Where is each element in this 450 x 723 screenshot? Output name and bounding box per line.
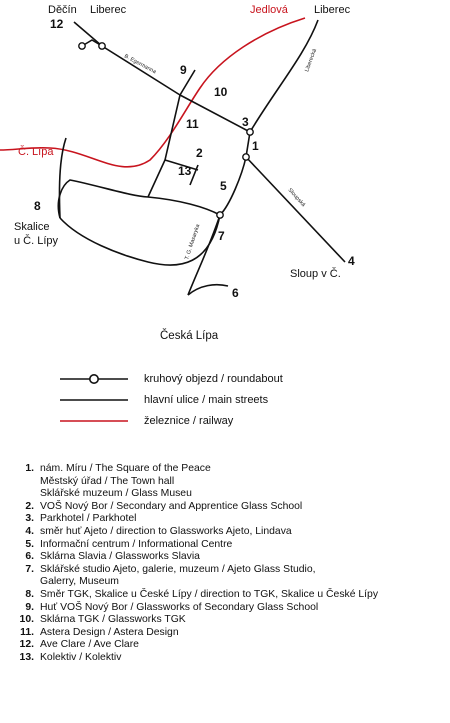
poi-text <box>40 589 444 602</box>
place-ceska-lipa: Česká Lípa <box>160 330 219 342</box>
poi-line: Sklárna TGK / Glassworks TGK <box>40 614 186 626</box>
place-sloup: Sloup v Č. <box>290 268 341 280</box>
roundabout-symbol-icon <box>60 373 128 385</box>
poi-text <box>40 539 444 552</box>
poi-text <box>40 627 444 640</box>
points-of-interest-list <box>12 463 444 665</box>
legend-label-railway: železnice / railway <box>144 414 234 427</box>
poi-number: 10. <box>19 614 34 626</box>
poi-line: Astera Design / Astera Design <box>40 626 179 638</box>
street-masaryka: T. G. Masaryka <box>184 223 202 261</box>
legend-label-main-streets: hlavní ulice / main streets <box>144 393 269 406</box>
poi-line: Informační centrum / Informational Centre <box>40 538 233 550</box>
poi-item <box>12 602 444 615</box>
roundabouts <box>79 43 253 218</box>
poi-line: Huť VOŠ Nový Bor / Glassworks of Secondary Glass School <box>40 601 319 613</box>
map-legend <box>60 368 380 431</box>
marker-3: 3 <box>242 115 249 129</box>
poi-line: Směr TGK, Skalice u České Lípy / direction to TGK, Skalice u České Lípy <box>40 588 379 600</box>
marker-11: 11 <box>186 117 199 131</box>
railway-line <box>0 18 305 167</box>
legend-row-railway <box>60 410 380 431</box>
marker-4: 4 <box>348 254 355 268</box>
poi-item <box>12 463 444 501</box>
poi-number: 5. <box>25 538 34 550</box>
street-liberecka: Liberecká <box>304 48 319 73</box>
poi-number: 12. <box>19 639 34 651</box>
poi-item <box>12 627 444 640</box>
poi-number: 13. <box>19 651 34 663</box>
poi-text <box>40 513 444 526</box>
poi-line: Sklárna Slavia / Glassworks Slavia <box>40 551 200 563</box>
marker-9: 9 <box>180 63 187 77</box>
marker-13: 13 <box>178 164 192 178</box>
poi-text <box>40 463 444 501</box>
poi-item <box>12 551 444 564</box>
poi-number: 8. <box>25 588 34 600</box>
poi-line: VOŠ Nový Bor / Secondary and Apprentice Glass School <box>40 500 303 512</box>
poi-item <box>12 639 444 652</box>
marker-8: 8 <box>34 199 41 213</box>
marker-5: 5 <box>220 179 227 193</box>
poi-text <box>40 526 444 539</box>
place-skalice-line1: Skalice <box>14 221 50 233</box>
poi-item <box>12 501 444 514</box>
marker-1: 1 <box>252 139 259 153</box>
marker-10: 10 <box>214 85 228 99</box>
street-egermanna: B. Egermanna <box>123 53 157 76</box>
poi-number: 2. <box>25 500 34 512</box>
poi-text <box>40 602 444 615</box>
poi-text <box>40 639 444 652</box>
poi-line: směr huť Ajeto / direction to Glassworks Ajeto, Lindava <box>40 525 292 537</box>
poi-line: nám. Míru / The Square of the Peace <box>40 463 211 474</box>
place-liberec-right: Liberec <box>314 4 351 16</box>
place-liberec-left: Liberec <box>90 4 127 16</box>
poi-number: 9. <box>25 601 34 613</box>
poi-number: 1. <box>25 463 34 474</box>
place-skalice-line2: u Č. Lípy <box>14 235 59 247</box>
poi-number: 3. <box>25 513 34 525</box>
poi-item <box>12 564 444 589</box>
poi-line: Ave Clare / Ave Clare <box>40 639 139 651</box>
poi-line: Sklářské studio Ajeto, galerie, muzeum / Ajeto Glass Studio, <box>40 563 316 575</box>
marker-2: 2 <box>196 146 203 160</box>
legend-row-main-streets <box>60 389 380 410</box>
poi-number: 11. <box>20 626 34 638</box>
poi-item <box>12 526 444 539</box>
place-jedlova: Jedlová <box>250 4 288 16</box>
poi-item <box>12 513 444 526</box>
legend-label-roundabout: kruhový objezd / roundabout <box>144 372 283 385</box>
poi-number: 4. <box>25 525 34 537</box>
street-sloupska: Sloupská <box>286 187 307 209</box>
city-map <box>0 0 450 350</box>
poi-line: Sklářské muzeum / Glass Museu <box>40 488 192 500</box>
poi-text <box>40 614 444 627</box>
poi-item <box>12 589 444 602</box>
place-decin: Děčín <box>48 4 77 16</box>
poi-line: Kolektiv / Kolektiv <box>40 651 122 663</box>
poi-number: 7. <box>25 563 34 575</box>
poi-text <box>40 652 444 665</box>
poi-item <box>12 614 444 627</box>
poi-text <box>40 501 444 514</box>
poi-item <box>12 652 444 665</box>
poi-line: Parkhotel / Parkhotel <box>40 513 137 525</box>
marker-12: 12 <box>50 17 64 31</box>
poi-item <box>12 539 444 552</box>
place-c-lipa: Č. Lípa <box>18 146 54 158</box>
marker-6: 6 <box>232 286 239 300</box>
poi-line: Městský úřad / The Town hall <box>40 475 175 487</box>
main-street-symbol-icon <box>60 394 128 406</box>
railway-symbol-icon <box>60 415 128 427</box>
legend-row-roundabout <box>60 368 380 389</box>
marker-7: 7 <box>218 229 225 243</box>
poi-number: 6. <box>25 551 34 563</box>
poi-line: Galerry, Museum <box>40 576 119 588</box>
poi-text <box>40 564 444 589</box>
poi-text <box>40 551 444 564</box>
